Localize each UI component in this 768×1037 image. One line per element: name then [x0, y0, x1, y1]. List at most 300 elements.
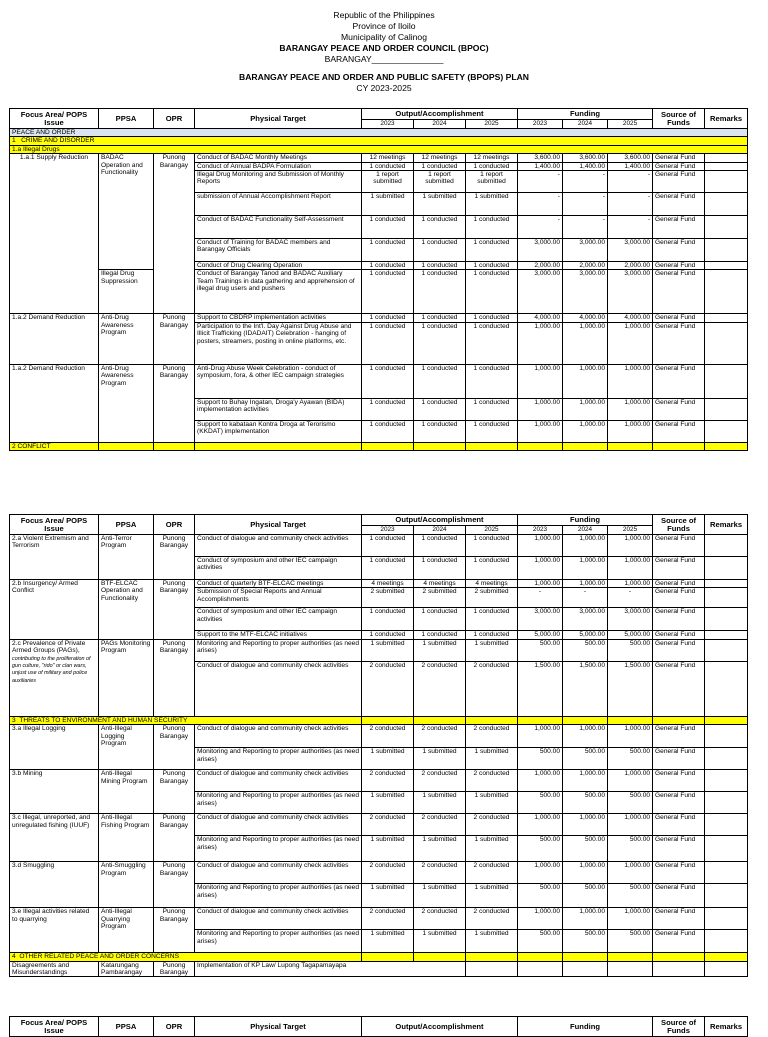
- target-cell: Conduct of BADAC Monthly Meetings: [195, 154, 362, 162]
- section-row: [10, 137, 748, 145]
- output-cell: 1 conducted: [414, 608, 466, 631]
- funding-cell: 1,500.00: [608, 661, 653, 716]
- col-ppsa: PPSA: [99, 109, 154, 129]
- funding-cell: -: [563, 588, 608, 608]
- output-cell: 1 conducted: [414, 557, 466, 580]
- ppsa-antiterror: Anti-Terror Program: [99, 535, 154, 580]
- funding-cell: 500.00: [563, 748, 608, 770]
- source-cell: General Fund: [653, 770, 705, 792]
- source-cell: General Fund: [653, 725, 705, 748]
- source-cell: General Fund: [653, 557, 705, 580]
- funding-cell: 1,000.00: [608, 322, 653, 364]
- output-cell: 1 conducted: [414, 239, 466, 262]
- funding-cell: 500.00: [518, 748, 563, 770]
- funding-cell: -: [518, 216, 563, 239]
- output-cell: 1 conducted: [362, 535, 414, 557]
- target-cell: Monitoring and Reporting to proper authorities (as need arises): [195, 884, 362, 908]
- table-row: [10, 961, 748, 977]
- ppsa-mining: Anti-Illegal Mining Program: [99, 770, 154, 814]
- output-cell: 1 conducted: [466, 608, 518, 631]
- source-cell: General Fund: [653, 862, 705, 884]
- output-cell: 12 meetings: [414, 154, 466, 162]
- remarks-cell: [705, 557, 748, 580]
- remarks-cell: [705, 193, 748, 216]
- output-cell: 1 report submitted: [414, 171, 466, 193]
- remarks-cell: [705, 420, 748, 442]
- remarks-cell: [705, 908, 748, 930]
- funding-cell: 3,600.00: [518, 154, 563, 162]
- output-cell: 1 submitted: [362, 884, 414, 908]
- target-cell: Conduct of BADAC Functionality Self-Assessment: [195, 216, 362, 239]
- source-cell: General Fund: [653, 661, 705, 716]
- funding-cell: 1,000.00: [563, 580, 608, 588]
- target-cell: Support to CBDRP implementation activities: [195, 314, 362, 322]
- col-funding-2025: 2025: [608, 526, 653, 535]
- funding-cell: 500.00: [518, 930, 563, 953]
- source-cell: General Fund: [653, 884, 705, 908]
- funding-cell: 1,000.00: [608, 580, 653, 588]
- funding-cell: -: [563, 216, 608, 239]
- funding-cell: 1,000.00: [518, 398, 563, 420]
- remarks-cell: [705, 171, 748, 193]
- source-cell: General Fund: [653, 154, 705, 162]
- funding-cell: 1,000.00: [563, 725, 608, 748]
- col-remarks: Remarks: [705, 1017, 748, 1037]
- funding-cell: 5,000.00: [608, 631, 653, 639]
- source-cell: General Fund: [653, 262, 705, 270]
- municipality-line: Municipality of Calinog: [341, 32, 427, 42]
- funding-cell: 500.00: [518, 792, 563, 814]
- output-cell: 2 conducted: [362, 661, 414, 716]
- funding-cell: 500.00: [608, 930, 653, 953]
- source-cell: General Fund: [653, 193, 705, 216]
- funding-cell: -: [563, 193, 608, 216]
- remarks-cell: [705, 398, 748, 420]
- funding-cell: 500.00: [563, 930, 608, 953]
- output-cell: 1 submitted: [414, 748, 466, 770]
- target-cell: Conduct of dialogue and community check activities: [195, 725, 362, 748]
- remarks-cell: [705, 580, 748, 588]
- col-output-2023: 2023: [362, 526, 414, 535]
- funding-cell: 3,000.00: [563, 270, 608, 314]
- remarks-cell: [705, 792, 748, 814]
- funding-cell: 1,000.00: [518, 322, 563, 364]
- ppsa-logging: Anti-Illegal Logging Program: [99, 725, 154, 770]
- focus-illegal-logging: 3.a Illegal Logging: [10, 725, 99, 770]
- col-funding-2023: 2023: [518, 120, 563, 129]
- col-ppsa: PPSA: [99, 515, 154, 535]
- focus-demand-reduction: 1.a.2 Demand Reduction: [10, 364, 99, 442]
- col-funding: Funding: [518, 109, 653, 120]
- col-focus-area: Focus Area/ POPS Issue: [10, 515, 99, 535]
- funding-cell: 1,000.00: [608, 364, 653, 398]
- col-opr: OPR: [154, 109, 195, 129]
- table-row: [10, 154, 748, 162]
- funding-cell: 1,000.00: [608, 908, 653, 930]
- output-cell: 1 submitted: [466, 193, 518, 216]
- output-cell: 1 conducted: [362, 239, 414, 262]
- output-cell: 1 conducted: [362, 162, 414, 170]
- output-cell: 1 conducted: [362, 216, 414, 239]
- funding-cell: 1,000.00: [518, 770, 563, 792]
- output-cell: 1 conducted: [362, 608, 414, 631]
- funding-cell: 1,000.00: [563, 535, 608, 557]
- source-cell: General Fund: [653, 608, 705, 631]
- source-cell: General Fund: [653, 930, 705, 953]
- ppsa-katarungan: Katarungang Pambarangay: [99, 961, 154, 977]
- country-line: Republic of the Philippines: [333, 10, 435, 20]
- output-cell: 4 meetings: [466, 580, 518, 588]
- funding-cell: 1,400.00: [518, 162, 563, 170]
- col-focus-area: Focus Area/ POPS Issue: [10, 109, 99, 129]
- opr-punong: Punong Barangay: [154, 364, 195, 442]
- section-environment: THREATS TO ENVIRONMENT AND HUMAN SECURITY: [19, 716, 188, 724]
- output-cell: 1 submitted: [466, 792, 518, 814]
- remarks-cell: [705, 364, 748, 398]
- funding-cell: 500.00: [608, 792, 653, 814]
- opr-punong: Punong Barangay: [154, 725, 195, 770]
- output-cell: 1 conducted: [362, 364, 414, 398]
- output-cell: 1 conducted: [414, 314, 466, 322]
- section-crime-disorder: CRIME AND DISORDER: [21, 137, 95, 145]
- output-cell: 12 meetings: [466, 154, 518, 162]
- remarks-cell: [705, 770, 748, 792]
- remarks-cell: [705, 884, 748, 908]
- remarks-cell: [705, 836, 748, 862]
- target-cell: Monitoring and Reporting to proper authorities (as need arises): [195, 792, 362, 814]
- output-cell: 1 conducted: [414, 364, 466, 398]
- opr-punong: Punong Barangay: [154, 535, 195, 580]
- funding-cell: 1,000.00: [563, 420, 608, 442]
- source-cell: General Fund: [653, 216, 705, 239]
- table-row: [10, 770, 748, 792]
- col-output-2025: 2025: [466, 526, 518, 535]
- table-row: [10, 862, 748, 884]
- output-cell: 2 conducted: [414, 862, 466, 884]
- source-cell: General Fund: [653, 631, 705, 639]
- section-conflict: CONFLICT: [17, 442, 51, 450]
- source-cell: General Fund: [653, 398, 705, 420]
- funding-cell: 3,000.00: [518, 239, 563, 262]
- table-row: [10, 725, 748, 748]
- funding-cell: 2,000.00: [518, 262, 563, 270]
- funding-cell: 1,000.00: [563, 398, 608, 420]
- output-cell: 1 conducted: [466, 262, 518, 270]
- target-cell: Support to kabataan Kontra Droga at Terorismo (KKDAT) implementation: [195, 420, 362, 442]
- bpops-table-peace-order: [9, 108, 748, 451]
- funding-cell: 1,000.00: [518, 814, 563, 836]
- target-cell: Monitoring and Reporting to proper authorities (as need arises): [195, 836, 362, 862]
- section-number: 4: [12, 953, 16, 961]
- funding-cell: -: [608, 171, 653, 193]
- output-cell: 1 conducted: [466, 364, 518, 398]
- funding-cell: 4,000.00: [518, 314, 563, 322]
- target-cell: Conduct of Barangay Tanod and BADAC Auxiliary Team Trainings in data gathering and apprehension of illegal drug users and pushers: [195, 270, 362, 314]
- output-cell: 1 conducted: [414, 216, 466, 239]
- target-cell: Conduct of quarterly BTF-ELCAC meetings: [195, 580, 362, 588]
- ppsa-antidrug: Anti-Drug Awareness Program: [99, 364, 154, 442]
- table-row: [10, 364, 748, 398]
- output-cell: 1 conducted: [362, 420, 414, 442]
- output-cell: 2 conducted: [362, 908, 414, 930]
- focus-smuggling: 3.d Smuggling: [10, 862, 99, 908]
- source-cell: General Fund: [653, 748, 705, 770]
- source-cell: General Fund: [653, 814, 705, 836]
- section-row: [10, 145, 748, 153]
- output-cell: 2 conducted: [466, 908, 518, 930]
- funding-cell: 3,000.00: [518, 608, 563, 631]
- col-source: Source of Funds: [653, 515, 705, 535]
- funding-cell: 1,000.00: [518, 908, 563, 930]
- section-number: 2: [12, 442, 16, 450]
- output-cell: 2 conducted: [466, 661, 518, 716]
- col-physical-target: Physical Target: [195, 515, 362, 535]
- ppsa-pags: PAGs Monitoring Program: [99, 639, 154, 716]
- remarks-cell: [705, 322, 748, 364]
- remarks-cell: [705, 216, 748, 239]
- focus-quarrying: 3.e Illegal activities related to quarrying: [10, 908, 99, 953]
- focus-violent-extremism: 2.a Violent Extremism and Terrorism: [10, 535, 99, 580]
- target-cell: Conduct of dialogue and community check activities: [195, 770, 362, 792]
- col-source: Source of Funds: [653, 1017, 705, 1037]
- funding-cell: 1,000.00: [518, 725, 563, 748]
- target-cell: Support to Buhay Ingatan, Droga'y Ayawan (BIDA) implementation activities: [195, 398, 362, 420]
- opr-punong: Punong Barangay: [154, 961, 195, 977]
- output-cell: 1 submitted: [414, 884, 466, 908]
- funding-cell: 1,000.00: [563, 322, 608, 364]
- output-cell: 1 conducted: [466, 322, 518, 364]
- output-cell: 2 conducted: [466, 862, 518, 884]
- funding-cell: 1,000.00: [563, 364, 608, 398]
- target-cell: Conduct of dialogue and community check activities: [195, 661, 362, 716]
- barangay-line: BARANGAY_______________: [324, 54, 444, 64]
- target-cell: Monitoring and Reporting to proper authorities (as need arises): [195, 748, 362, 770]
- ppsa-suppression: Illegal Drug Suppression: [99, 270, 154, 314]
- funding-cell: 1,000.00: [608, 420, 653, 442]
- output-cell: 2 submitted: [362, 588, 414, 608]
- funding-cell: 2,000.00: [563, 262, 608, 270]
- source-cell: General Fund: [653, 239, 705, 262]
- target-cell: Conduct of dialogue and community check activities: [195, 535, 362, 557]
- funding-cell: -: [608, 193, 653, 216]
- source-cell: General Fund: [653, 535, 705, 557]
- output-cell: 1 conducted: [362, 262, 414, 270]
- remarks-cell: [705, 631, 748, 639]
- focus-mining: 3.b Mining: [10, 770, 99, 814]
- opr-punong: Punong Barangay: [154, 770, 195, 814]
- target-cell: Conduct of symposium and other IEC campaign activities: [195, 608, 362, 631]
- funding-cell: 5,000.00: [518, 631, 563, 639]
- remarks-cell: [705, 154, 748, 162]
- funding-cell: 1,000.00: [518, 420, 563, 442]
- target-cell: Anti-Drug Abuse Week Celebration - conduct of symposium, fora, & other IEC campaign strategies: [195, 364, 362, 398]
- col-output-2023: 2023: [362, 120, 414, 129]
- funding-cell: 1,400.00: [608, 162, 653, 170]
- source-cell: General Fund: [653, 364, 705, 398]
- target-cell: Conduct of Drug Clearing Operation: [195, 262, 362, 270]
- section-row: [10, 953, 748, 961]
- table-row: [10, 580, 748, 588]
- funding-cell: 3,600.00: [608, 154, 653, 162]
- remarks-cell: [705, 588, 748, 608]
- output-cell: 1 submitted: [362, 792, 414, 814]
- output-cell: 1 conducted: [414, 631, 466, 639]
- ppsa-btf-elcac: BTF-ELCAC Operation and Functionality: [99, 580, 154, 640]
- target-cell: Conduct of Annual BADPA Formulation: [195, 162, 362, 170]
- section-other-concerns: OTHER RELATED PEACE AND ORDER CONCERNS: [19, 953, 179, 961]
- funding-cell: 1,000.00: [518, 580, 563, 588]
- source-cell: General Fund: [653, 836, 705, 862]
- target-cell: submission of Annual Accomplishment Report: [195, 193, 362, 216]
- funding-cell: 500.00: [608, 748, 653, 770]
- funding-cell: 1,000.00: [608, 398, 653, 420]
- output-cell: 2 conducted: [414, 725, 466, 748]
- opr-punong: Punong Barangay: [154, 580, 195, 640]
- output-cell: 2 conducted: [362, 725, 414, 748]
- funding-cell: 1,000.00: [608, 770, 653, 792]
- output-cell: 1 conducted: [466, 631, 518, 639]
- remarks-cell: [705, 270, 748, 314]
- funding-cell: 4,000.00: [563, 314, 608, 322]
- target-kp-law: Implementation of KP Law/ Lupong Tagapamayapa: [195, 961, 466, 977]
- remarks-cell: [705, 162, 748, 170]
- output-cell: 1 conducted: [362, 631, 414, 639]
- funding-cell: 500.00: [518, 836, 563, 862]
- output-cell: 2 conducted: [466, 814, 518, 836]
- target-cell: Monitoring and Reporting to proper authorities (as need arises): [195, 930, 362, 953]
- table-row: [10, 908, 748, 930]
- output-cell: 1 submitted: [362, 639, 414, 661]
- output-cell: 1 conducted: [466, 239, 518, 262]
- remarks-cell: [705, 262, 748, 270]
- col-remarks: Remarks: [705, 109, 748, 129]
- output-cell: 1 conducted: [362, 322, 414, 364]
- ppsa-badac: BADAC Operation and Functionality: [99, 154, 154, 270]
- output-cell: 1 submitted: [414, 193, 466, 216]
- col-funding: Funding: [518, 515, 653, 526]
- funding-cell: 500.00: [608, 639, 653, 661]
- target-cell: Submission of Special Reports and Annual Accomplishments: [195, 588, 362, 608]
- col-output: Output/Accomplishment: [362, 515, 518, 526]
- funding-cell: -: [608, 216, 653, 239]
- target-cell: Conduct of dialogue and community check activities: [195, 862, 362, 884]
- council-line: BARANGAY PEACE AND ORDER COUNCIL (BPOC): [279, 43, 489, 53]
- funding-cell: 1,000.00: [608, 814, 653, 836]
- section-number: 1: [12, 137, 16, 145]
- output-cell: 1 conducted: [466, 557, 518, 580]
- table-row: [10, 535, 748, 557]
- target-cell: Conduct of dialogue and community check activities: [195, 814, 362, 836]
- col-source: Source of Funds: [653, 109, 705, 129]
- output-cell: 1 conducted: [414, 535, 466, 557]
- bpops-table-next-page: [9, 1016, 748, 1037]
- output-cell: 12 meetings: [362, 154, 414, 162]
- funding-cell: 500.00: [563, 639, 608, 661]
- table-row: [10, 814, 748, 836]
- col-physical-target: Physical Target: [195, 1017, 362, 1037]
- output-cell: 1 submitted: [466, 930, 518, 953]
- output-cell: 1 conducted: [362, 270, 414, 314]
- remarks-cell: [705, 239, 748, 262]
- funding-cell: 3,000.00: [608, 270, 653, 314]
- funding-cell: 3,600.00: [563, 154, 608, 162]
- output-cell: 1 conducted: [414, 262, 466, 270]
- funding-cell: -: [518, 193, 563, 216]
- section-row: [10, 129, 748, 137]
- output-cell: 1 report submitted: [466, 171, 518, 193]
- funding-cell: 1,400.00: [563, 162, 608, 170]
- funding-cell: 1,000.00: [563, 770, 608, 792]
- remarks-cell: [705, 725, 748, 748]
- remarks-cell: [705, 930, 748, 953]
- source-cell: General Fund: [653, 580, 705, 588]
- section-illegal-drugs: 1.a Illegal Drugs: [10, 145, 748, 153]
- ppsa-quarrying: Anti-Illegal Quarrying Program: [99, 908, 154, 953]
- target-cell: Support to the MTF-ELCAC initiatives: [195, 631, 362, 639]
- funding-cell: 1,500.00: [563, 661, 608, 716]
- focus-illegal-fishing: 3.c Illegal, unreported, and unregulated fishing (IUUF): [10, 814, 99, 862]
- output-cell: 1 submitted: [414, 639, 466, 661]
- output-cell: 1 submitted: [466, 884, 518, 908]
- opr-punong: Punong Barangay: [154, 908, 195, 953]
- output-cell: 2 conducted: [414, 814, 466, 836]
- output-cell: 1 submitted: [362, 930, 414, 953]
- ppsa-smuggling: Anti-Smuggling Program: [99, 862, 154, 908]
- target-cell: Conduct of dialogue and community check activities: [195, 908, 362, 930]
- output-cell: 1 conducted: [362, 314, 414, 322]
- output-cell: 4 meetings: [362, 580, 414, 588]
- funding-cell: 500.00: [608, 884, 653, 908]
- source-cell: General Fund: [653, 314, 705, 322]
- output-cell: 1 submitted: [362, 836, 414, 862]
- output-cell: 1 conducted: [414, 420, 466, 442]
- funding-cell: 500.00: [518, 639, 563, 661]
- output-cell: 1 conducted: [466, 314, 518, 322]
- ppsa-antidrug: Anti-Drug Awareness Program: [99, 314, 154, 364]
- col-focus-area: Focus Area/ POPS Issue: [10, 1017, 99, 1037]
- output-cell: 1 conducted: [362, 557, 414, 580]
- funding-cell: 1,000.00: [608, 535, 653, 557]
- target-cell: Participation to the Int'l. Day Against Drug Abuse and Illicit Trafficking (IDADAIT) Celebration - hanging of posters, streamers, posting in online platforms, etc.: [195, 322, 362, 364]
- section-peace-order: PEACE AND ORDER: [10, 129, 748, 137]
- remarks-cell: [705, 748, 748, 770]
- output-cell: 1 conducted: [466, 535, 518, 557]
- remarks-cell: [705, 314, 748, 322]
- section-row: [10, 716, 748, 724]
- remarks-cell: [705, 639, 748, 661]
- document-header: [0, 10, 768, 94]
- target-cell: Illegal Drug Monitoring and Submission of Monthly Reports: [195, 171, 362, 193]
- funding-cell: 1,000.00: [563, 908, 608, 930]
- funding-cell: 3,000.00: [608, 239, 653, 262]
- funding-cell: 1,000.00: [563, 557, 608, 580]
- funding-cell: 2,000.00: [608, 262, 653, 270]
- funding-cell: 1,000.00: [518, 557, 563, 580]
- source-cell: General Fund: [653, 792, 705, 814]
- col-funding-2023: 2023: [518, 526, 563, 535]
- focus-insurgency: 2.b Insurgency/ Armed Conflict: [10, 580, 99, 640]
- source-cell: General Fund: [653, 639, 705, 661]
- output-cell: 1 conducted: [466, 162, 518, 170]
- ppsa-fishing: Anti-Illegal Fishing Program: [99, 814, 154, 862]
- output-cell: 1 conducted: [414, 322, 466, 364]
- output-cell: 1 conducted: [466, 216, 518, 239]
- funding-cell: 500.00: [608, 836, 653, 862]
- funding-cell: -: [518, 171, 563, 193]
- output-cell: 2 conducted: [362, 814, 414, 836]
- col-funding: Funding: [518, 1017, 653, 1037]
- focus-private-armed-groups: [10, 639, 99, 716]
